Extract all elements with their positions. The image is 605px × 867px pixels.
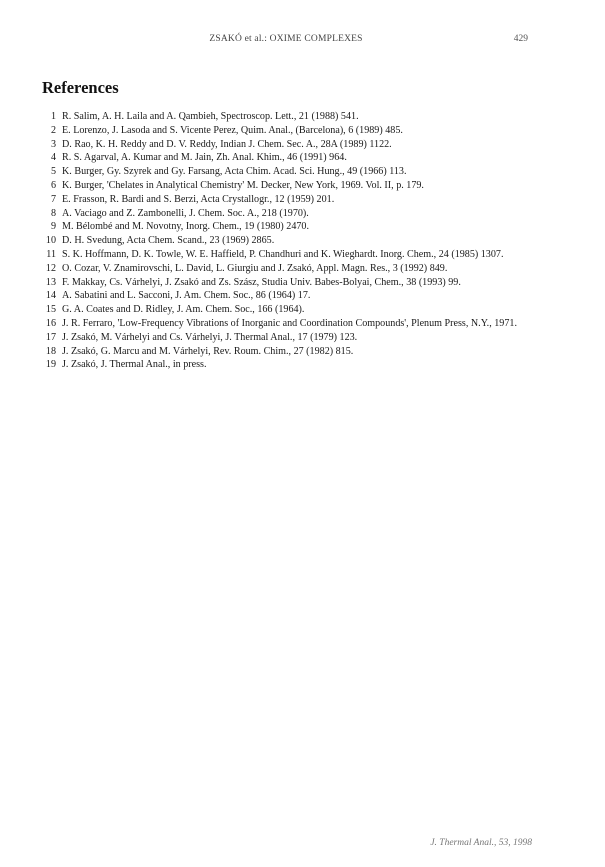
reference-text: K. Burger, Gy. Szyrek and Gy. Farsang, Acta Chim. Acad. Sci. Hung., 49 (1966) 113. — [62, 166, 407, 178]
reference-number: 13 — [45, 276, 56, 288]
reference-item — [42, 248, 532, 262]
running-title: ZSAKÓ et al.: OXIME COMPLEXES — [209, 34, 363, 44]
reference-text: R. Salim, A. H. Laila and A. Qambieh, Spectroscop. Lett., 21 (1988) 541. — [62, 111, 359, 122]
reference-number: 14 — [45, 290, 56, 302]
reference-number: 1 — [50, 111, 56, 122]
reference-number: 6 — [50, 179, 56, 191]
reference-text: J. Zsakó, M. Várhelyi and Cs. Várhelyi, J. Thermal Anal., 17 (1979) 123. — [62, 331, 358, 343]
reference-list — [42, 110, 532, 372]
reference-number: 17 — [45, 331, 56, 343]
footer-journal-citation: J. Thermal Anal., 53, 1998 — [430, 838, 532, 848]
reference-item — [42, 345, 532, 359]
running-head — [42, 34, 530, 48]
reference-number: 11 — [46, 248, 56, 260]
reference-text: K. Burger, 'Chelates in Analytical Chemistry' M. Decker, New York, 1969. Vol. II, p. 179. — [62, 179, 424, 191]
reference-text: S. K. Hoffmann, D. K. Towle, W. E. Haffield, P. Chandhuri and K. Wieghardt. Inorg. Chem., 24 (1985) 1307. — [62, 248, 504, 260]
reference-item — [42, 151, 532, 165]
reference-number: 8 — [50, 207, 56, 219]
reference-item — [42, 358, 532, 372]
reference-item — [42, 331, 532, 345]
reference-item — [42, 262, 532, 276]
reference-number: 5 — [50, 166, 56, 178]
reference-number: 12 — [45, 262, 56, 274]
reference-text: D. Rao, K. H. Reddy and D. V. Reddy, Indian J. Chem. Sec. A., 28A (1989) 1122. — [62, 138, 392, 150]
reference-number: 4 — [50, 152, 56, 164]
reference-text: M. Bélombé and M. Novotny, Inorg. Chem., 19 (1980) 2470. — [62, 221, 309, 233]
reference-text: J. Zsakó, G. Marcu and M. Várhelyi, Rev. Roum. Chim., 27 (1982) 815. — [62, 345, 354, 357]
reference-number: 2 — [50, 124, 56, 136]
reference-item — [42, 138, 532, 152]
reference-number: 10 — [45, 235, 56, 247]
reference-number: 19 — [45, 359, 56, 371]
reference-text: J. Zsakó, J. Thermal Anal., in press. — [62, 359, 207, 371]
reference-text: G. A. Coates and D. Ridley, J. Am. Chem. Soc., 166 (1964). — [62, 304, 305, 316]
reference-text: A. Vaciago and Z. Zambonelli, J. Chem. Soc. A., 218 (1970). — [62, 207, 309, 219]
reference-number: 7 — [50, 193, 56, 205]
page-number: 429 — [513, 34, 528, 44]
reference-number: 16 — [45, 317, 56, 329]
reference-number: 9 — [50, 221, 56, 233]
reference-item — [42, 124, 532, 138]
reference-text: R. S. Agarval, A. Kumar and M. Jain, Zh. Anal. Khim., 46 (1991) 964. — [62, 152, 347, 164]
reference-text: F. Makkay, Cs. Várhelyi, J. Zsakó and Zs. Szász, Studia Univ. Babes-Bolyai, Chem., 38 (1993) 99. — [62, 276, 461, 288]
reference-text: A. Sabatini and L. Sacconi, J. Am. Chem. Soc., 86 (1964) 17. — [62, 290, 311, 302]
reference-text: O. Cozar, V. Znamirovschi, L. David, L. Giurgiu and J. Zsakó, Appl. Magn. Res., 3 (1992) 849. — [62, 262, 448, 274]
reference-item — [42, 234, 532, 248]
reference-number: 3 — [50, 138, 56, 150]
reference-item — [42, 220, 532, 234]
reference-number: 15 — [45, 304, 56, 316]
section-heading: References — [42, 78, 119, 97]
reference-text: D. H. Svedung, Acta Chem. Scand., 23 (1969) 2865. — [62, 235, 275, 247]
reference-number: 18 — [45, 345, 56, 357]
reference-item — [42, 193, 532, 207]
reference-item — [42, 303, 532, 317]
reference-item — [42, 207, 532, 221]
reference-item — [42, 317, 532, 331]
reference-text: E. Frasson, R. Bardi and S. Berzi, Acta Crystallogr., 12 (1959) 201. — [62, 193, 335, 205]
reference-item — [42, 165, 532, 179]
reference-text: E. Lorenzo, J. Lasoda and S. Vicente Perez, Quim. Anal., (Barcelona), 6 (1989) 485. — [62, 124, 403, 136]
reference-text: J. R. Ferraro, 'Low-Frequency Vibrations of Inorganic and Coordination Compounds', Plenum Press, N.Y., 1971. — [62, 317, 517, 329]
reference-item — [42, 276, 532, 290]
reference-item — [42, 289, 532, 303]
reference-item — [42, 110, 532, 124]
reference-item — [42, 179, 532, 193]
